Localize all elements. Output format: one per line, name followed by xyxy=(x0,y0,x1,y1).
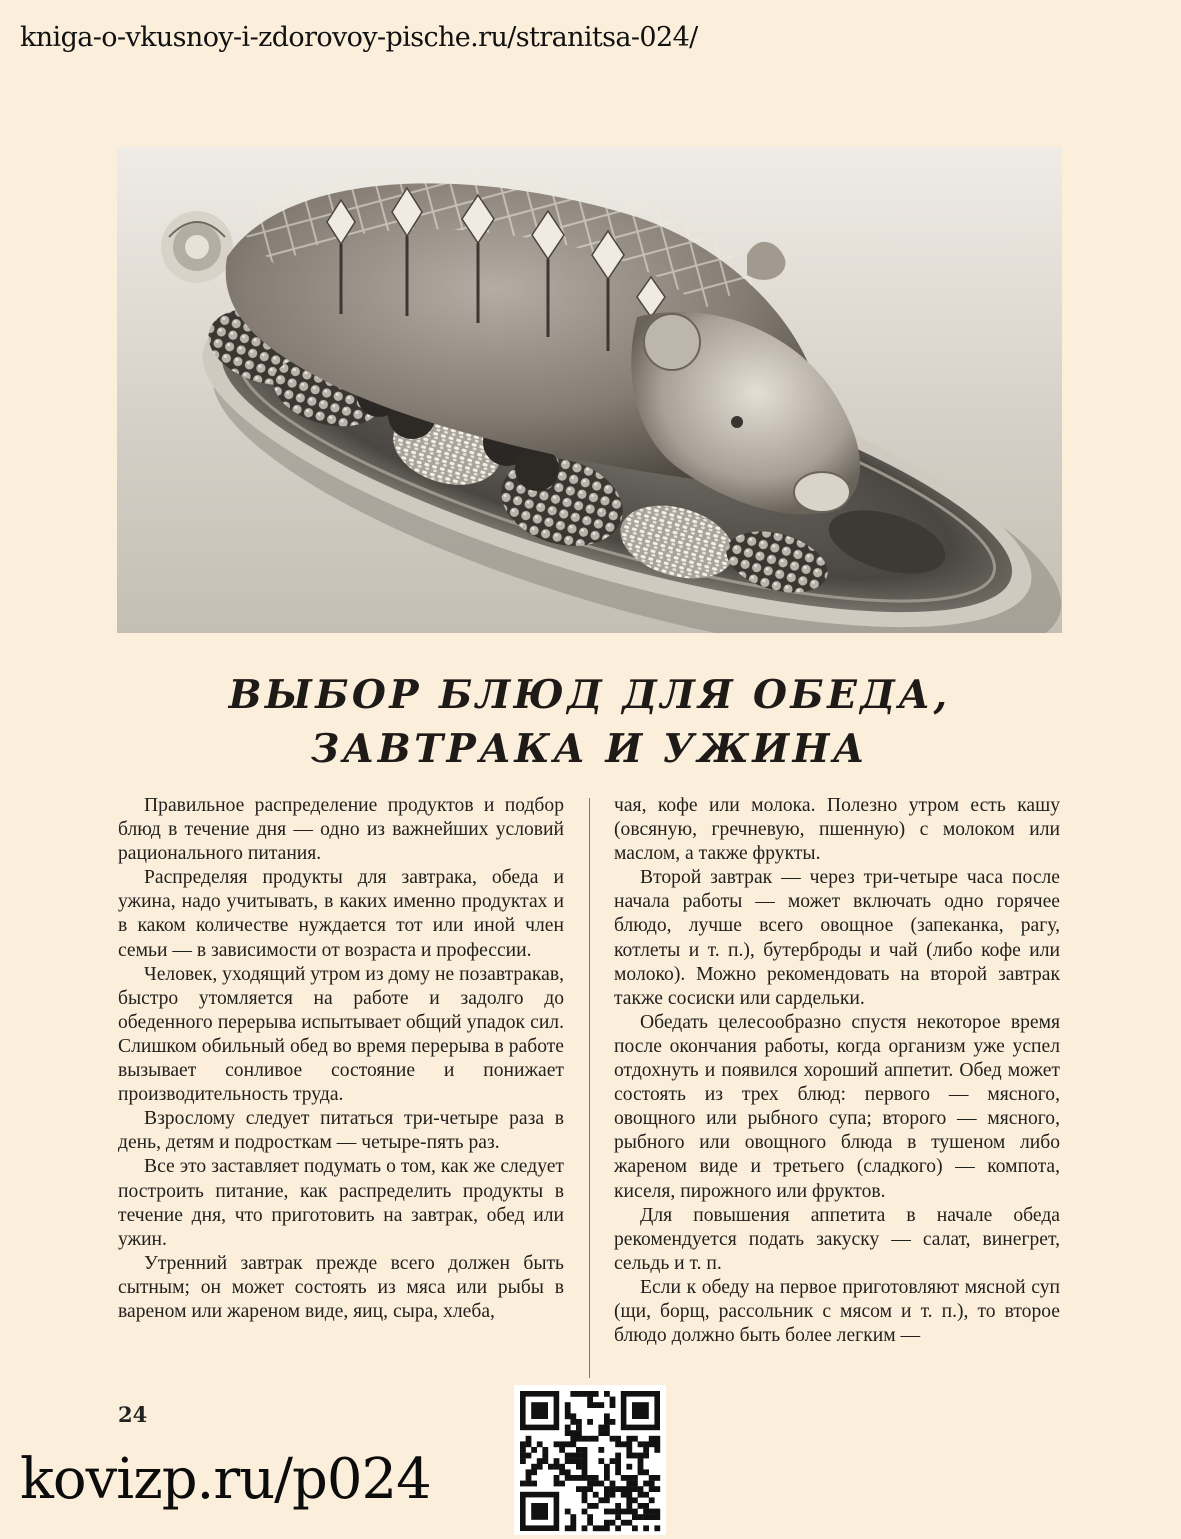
paragraph: Все это заставляет подумать о том, как же следует построить питание, как распределить продукты в течение дня, что приготовить на завтрак, обед или ужин. xyxy=(118,1156,564,1250)
text-column-right xyxy=(614,794,1060,1348)
paragraph: Если к обеду на первое приготовляют мясной суп (щи, борщ, рассольник с мясом и т. п.), то второе блюдо должно быть более легким — xyxy=(614,1276,1060,1347)
column-divider xyxy=(589,798,590,1378)
paragraph: Обедать целесообразно спустя некоторое время после окончания работы, когда организм уже успел отдохнуть и появился хороший аппетит. Обед может состоять из трех блюд: первого — мясного, овощного или рыбного супа; второго — мясного, рыбного или овощного блюда в тушеном либо жареном виде и третьего (сладкого) — компота, киселя, пирожного или фруктов. xyxy=(614,1011,1060,1202)
roast-piglet-photo xyxy=(117,147,1062,633)
paragraph-continued: чая, кофе или молока. Полезно утром есть кашу (овсяную, гречневую, пшенную) с молоком или маслом, а также фрукты. xyxy=(614,795,1060,865)
qr-code[interactable] xyxy=(514,1385,666,1535)
page-number: 24 xyxy=(118,1402,148,1427)
paragraph: Взрослому следует питаться три-четыре раза в день, детям и подросткам — четыре-пять раз. xyxy=(118,1108,564,1154)
paragraph: Правильное распределение продуктов и подбор блюд в течение дня — одно из важнейших условий рационального питания. xyxy=(118,795,564,865)
short-url-link[interactable]: kovizp.ru/p024 xyxy=(20,1447,431,1512)
paragraph: Второй завтрак — через три-четыре часа после начала работы — может включать одно горячее блюдо, лучше всего овощное (запеканка, рагу, котлеты и т. п.), бутерброды и чай (либо кофе или молоко). Можно рекомендовать на второй завтрак также сосиски или сардельки. xyxy=(614,867,1060,1009)
text-column-left xyxy=(118,794,564,1324)
source-url[interactable]: kniga-o-vkusnoy-i-zdorovoy-pische.ru/stranitsa-024/ xyxy=(20,22,698,53)
article-title-line-2: ЗАВТРАКА И УЖИНА xyxy=(311,726,868,772)
paragraph: Распределяя продукты для завтрака, обеда и ужина, надо учитывать, в каких именно продуктах и в каком количестве нуждается тот или иной член семьи — в зависимости от возраста и профессии. xyxy=(118,867,564,961)
article-title-line-1: ВЫБОР БЛЮД ДЛЯ ОБЕДА, xyxy=(228,672,951,718)
paragraph: Для повышения аппетита в начале обеда рекомендуется подать закуску — салат, винегрет, сельдь и т. п. xyxy=(614,1204,1060,1274)
paragraph: Человек, уходящий утром из дому не позавтракав, быстро утомляется на работе и задолго до обеденного перерыва испытывает общий упадок сил. Слишком обильный обед во время перерыва в работе вызывает сонливое состояние и понижает производительность труда. xyxy=(118,963,564,1106)
article-title xyxy=(117,668,1062,776)
paragraph: Утренний завтрак прежде всего должен быть сытным; он может состоять из мяса или рыбы в вареном или жареном виде, яиц, сыра, хлеба, xyxy=(118,1252,564,1322)
